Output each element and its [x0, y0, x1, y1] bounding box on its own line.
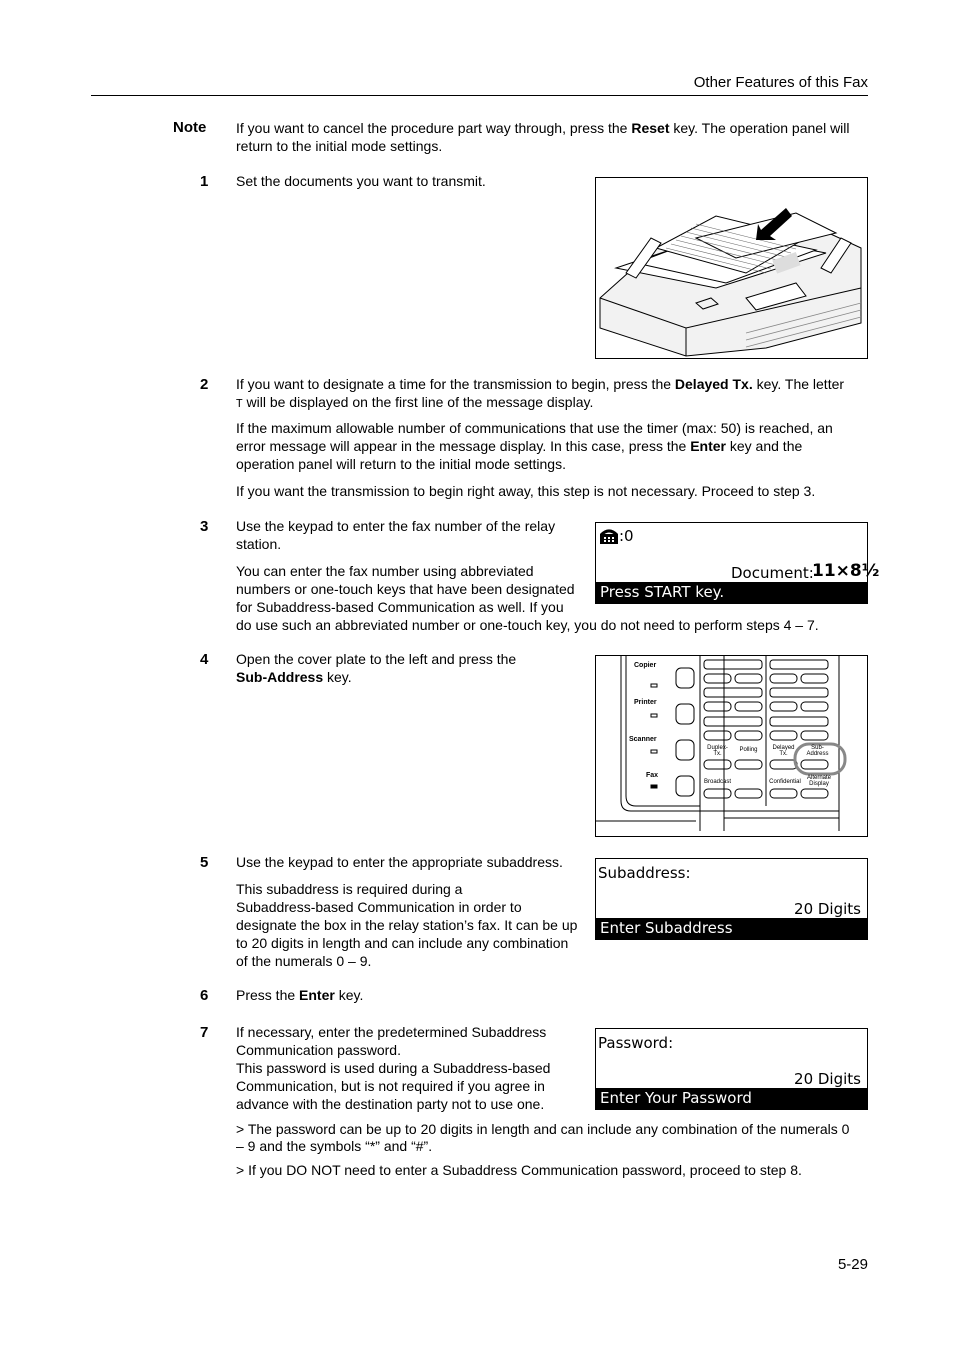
step-7-bullet-2: > If you DO NOT need to enter a Subaddress Communication password, proceed to step 8. — [236, 1162, 802, 1178]
step-4-text — [236, 650, 586, 686]
step-7-line-3: This password is used during a Subaddress-based — [236, 1060, 551, 1076]
panel-label-scanner: Scanner — [629, 736, 657, 743]
panel-label-copier: Copier — [634, 662, 657, 669]
step-6-text — [236, 986, 363, 1004]
lcd-3-line-1: Password: — [598, 1034, 674, 1052]
step-5-p2-d: to 20 digits in length and can include any combination — [236, 935, 569, 951]
step-2-paragraph-3: If you want the transmission to begin right away, this step is not necessary. Proceed to step 3. — [236, 483, 816, 499]
step-7-line-1: If necessary, enter the predetermined Subaddress — [236, 1024, 547, 1040]
lcd-2-line-1: Subaddress: — [598, 864, 691, 882]
step-7-line-2: Communication password. — [236, 1042, 401, 1058]
header-rule — [91, 95, 868, 96]
note-text-c: return to the initial mode settings. — [236, 138, 443, 154]
step-5-paragraph-2 — [236, 880, 596, 970]
step-2-enter-key: Enter — [690, 438, 726, 454]
step-2-p2-a: If the maximum allowable number of communications that use the timer (max: 50) is reached, an — [236, 420, 833, 436]
step-4-line-1: Open the cover plate to the left and press the — [236, 651, 517, 667]
phone-icon — [599, 529, 619, 545]
step-7-bullet-1 — [236, 1121, 876, 1155]
step-2-p2-b: error message will appear in the message display. In this case, press the — [236, 438, 691, 454]
step-1-text: Set the documents you want to transmit. — [236, 173, 486, 189]
step-3-paragraph-1 — [236, 517, 586, 553]
step-5-paragraph-1: Use the keypad to enter the appropriate subaddress. — [236, 854, 563, 870]
panel-key-polling[interactable]: Polling — [739, 747, 758, 753]
panel-key-broadcast[interactable]: Broadcast — [703, 779, 731, 785]
step-3-p2-a: You can enter the fax number using abbreviated — [236, 563, 534, 579]
panel-key-duplex-tx[interactable]: Duplex-Tx. — [707, 745, 728, 757]
lcd-1-status-bar: Press START key. — [596, 582, 867, 603]
step-2-p1-b: key. The letter — [752, 376, 845, 392]
step-7-number: 7 — [200, 1024, 209, 1041]
step-3-p2-d: do use such an abbreviated number or one-touch key, you do not need to perform steps 4 – 7. — [236, 617, 819, 633]
step-5-p2-b: Subaddress-based Communication in order to — [236, 899, 522, 915]
step-5-number: 5 — [200, 854, 209, 871]
step-3-number: 3 — [200, 518, 209, 535]
step-7-line-5: advance with the destination party not to use one. — [236, 1096, 545, 1112]
lcd-press-start — [595, 522, 880, 604]
step-7-bullet-1-b: – 9 and the symbols “*” and “#”. — [236, 1138, 433, 1154]
note-text-b: key. The operation panel will — [669, 120, 850, 136]
step-2-paragraph-1 — [236, 375, 876, 413]
step-3-p1-a: Use the keypad to enter the fax number of the relay — [236, 518, 556, 534]
document-feeder-illustration — [595, 177, 868, 359]
step-5-p2-a: This subaddress is required during a — [236, 881, 463, 897]
lcd-password — [595, 1028, 868, 1110]
lcd-3-digits: 20 Digits — [794, 1070, 861, 1088]
step-3-p2-b: numbers or one-touch keys that have been designated — [236, 581, 575, 597]
step-2-number: 2 — [200, 376, 209, 393]
step-1-number: 1 — [200, 173, 209, 190]
running-header: Other Features of this Fax — [693, 74, 868, 91]
step-2-mono-letter: T — [236, 397, 243, 410]
lcd-1-document-size: 11×8½ — [812, 561, 880, 581]
note-label: Note — [173, 119, 207, 136]
panel-key-sub-address[interactable]: Sub-Address — [806, 745, 829, 757]
step-6-key: Enter — [299, 987, 335, 1003]
step-5-p2-e: of the numerals 0 – 9. — [236, 953, 372, 969]
step-7-line-4: Communication, but is not required if you agree in — [236, 1078, 545, 1094]
step-6-number: 6 — [200, 987, 209, 1004]
step-4-line-2: key. — [323, 669, 352, 685]
page-number: 5-29 — [837, 1256, 868, 1273]
step-2-paragraph-2 — [236, 419, 876, 473]
lcd-2-digits: 20 Digits — [794, 900, 861, 918]
step-2-p1-a: If you want to designate a time for the transmission to begin, press the — [236, 376, 675, 392]
panel-key-delayed-tx[interactable]: Delayed Tx. — [772, 745, 795, 757]
step-6-text-b: key. — [334, 987, 364, 1003]
panel-key-alternate-display[interactable]: Alternate Display — [806, 775, 831, 787]
step-4-number: 4 — [200, 651, 209, 668]
step-7-text — [236, 1023, 586, 1113]
panel-label-printer: Printer — [634, 699, 657, 706]
step-5-p2-c: designate the box in the relay station’s fax. It can be up — [236, 917, 578, 933]
note-text-a: If you want to cancel the procedure part way through, press the — [236, 120, 632, 136]
lcd-1-line-1: :0 — [619, 527, 634, 545]
step-3-p1-b: station. — [236, 536, 282, 552]
step-3-p2-c: for Subaddress-based Communication as well. If you — [236, 599, 564, 615]
panel-key-confidential[interactable]: Confidential — [769, 779, 801, 785]
document-feeder-drawing — [596, 178, 867, 358]
step-2-p2-d: operation panel will return to the initial mode settings. — [236, 456, 566, 472]
note-text — [236, 119, 876, 155]
lcd-2-status-bar: Enter Subaddress — [596, 918, 867, 939]
lcd-1-document-label: Document: — [731, 564, 814, 582]
panel-label-fax: Fax — [646, 772, 659, 779]
step-2-p2-c: key and the — [725, 438, 803, 454]
operation-panel-illustration — [595, 655, 868, 837]
lcd-3-status-bar: Enter Your Password — [596, 1088, 867, 1109]
step-2-p1-c: will be displayed on the first line of the message display. — [242, 394, 594, 410]
note-key: Reset — [631, 120, 670, 136]
lcd-subaddress — [595, 858, 868, 940]
step-7-bullet-1-a: > The password can be up to 20 digits in length and can include any combination of the numerals 0 — [236, 1121, 850, 1137]
step-4-key: Sub-Address — [236, 669, 324, 685]
step-6-text-a: Press the — [236, 987, 300, 1003]
step-2-key: Delayed Tx. — [674, 376, 753, 392]
